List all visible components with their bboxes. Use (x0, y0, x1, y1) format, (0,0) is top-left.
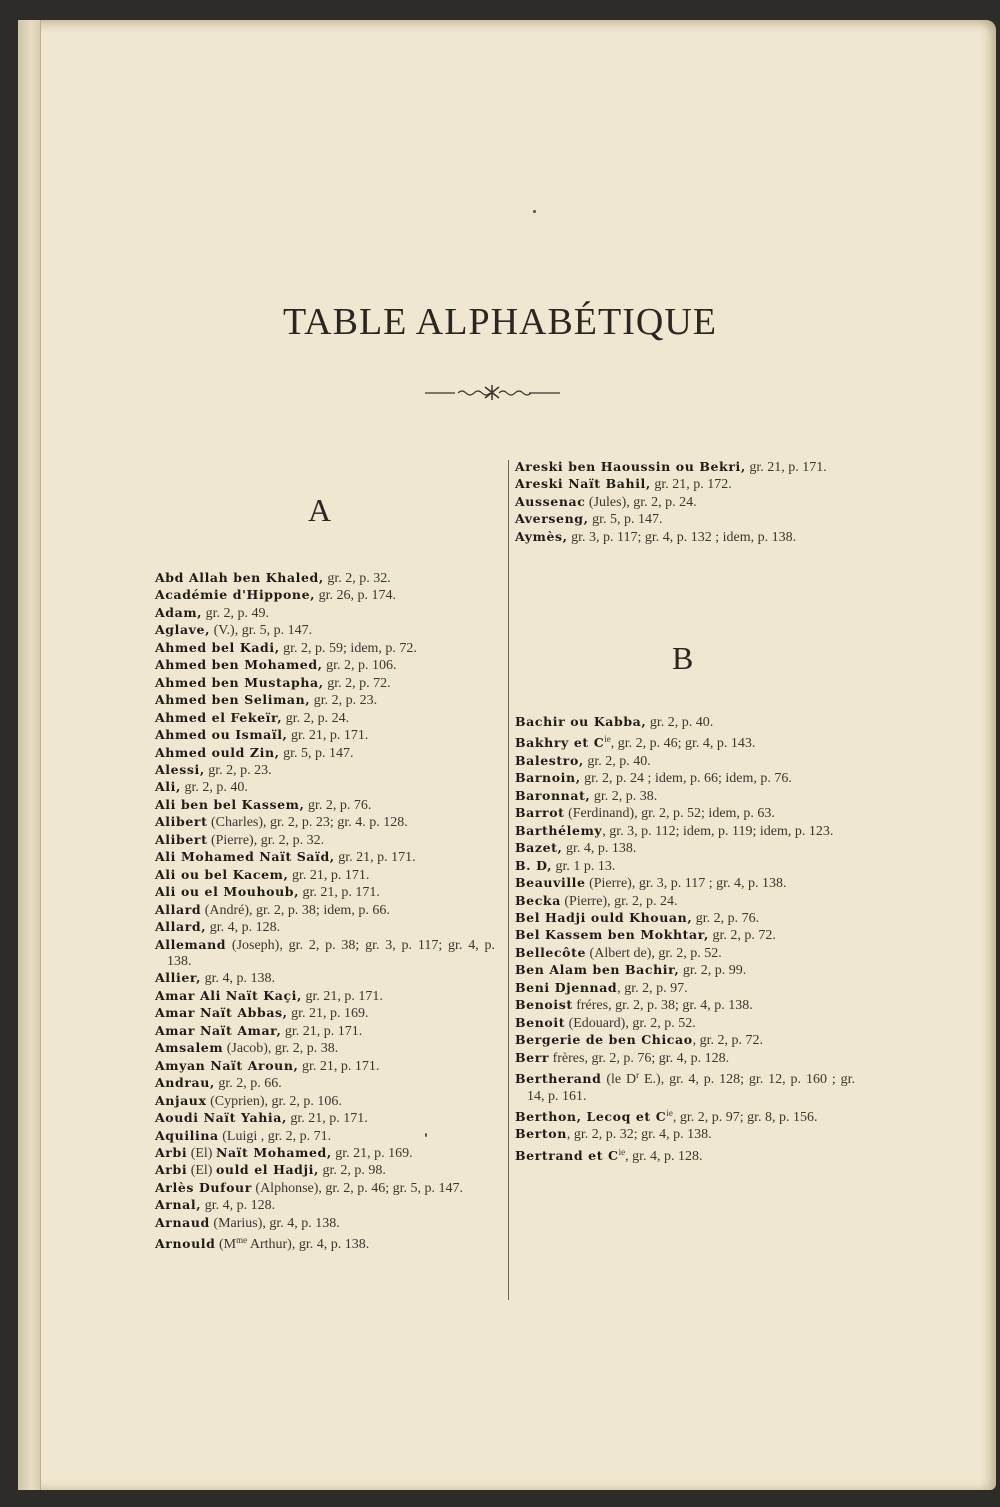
entry-name: Anjaux (155, 1092, 207, 1108)
entry-reference: gr. 2, p. 72. (708, 928, 776, 944)
index-entry (155, 1005, 495, 1022)
index-entry (515, 529, 855, 546)
index-entry (155, 1232, 495, 1253)
entry-superscript: r (636, 1070, 640, 1081)
entry-reference: gr. 4, p. 138. (562, 841, 637, 857)
entry-name: Bertrand et C (515, 1147, 619, 1163)
entry-reference: gr. 2, p. 40. (180, 780, 248, 796)
page-title: TABLE ALPHABÉTIQUE (283, 301, 717, 343)
index-entry (155, 1093, 495, 1110)
entry-name: Becka (515, 892, 561, 908)
entry-reference: gr. 21, p. 171. (334, 850, 416, 866)
entry-reference: gr. 21, p. 171. (286, 1111, 368, 1127)
entry-superscript: ie (666, 1107, 673, 1118)
entry-name: Arnal, (155, 1197, 202, 1213)
entry-name: Bel Kassem ben Mokhtar, (515, 927, 709, 943)
index-entry (155, 570, 495, 587)
entry-superscript: ie (604, 734, 611, 745)
entry-reference: gr. 2, p. 72. (323, 675, 391, 691)
entry-name: Amar Ali Naït Kaçi, (155, 987, 302, 1003)
section-letter-b: B (672, 640, 694, 676)
entry-name: Amsalem (155, 1040, 224, 1056)
index-entry (155, 745, 495, 762)
ornament-divider (425, 382, 560, 402)
entry-name: Benoist (515, 997, 573, 1013)
index-entry (155, 1110, 495, 1127)
index-entry (155, 692, 495, 709)
index-entry (515, 770, 855, 787)
index-entry (515, 910, 855, 927)
entry-reference: gr. 21, p. 171. (301, 988, 383, 1004)
entry-name: Abd Allah ben Khaled, (155, 570, 324, 585)
entry-reference: (Luigi , gr. 2, p. 71. (218, 1128, 332, 1144)
entry-name: Bazet, (515, 840, 563, 856)
index-entry (155, 587, 495, 604)
entry-reference: (M (215, 1237, 237, 1253)
entry-reference: gr. 5, p. 147. (279, 745, 354, 761)
entry-reference: gr. 2, p. 23. (310, 693, 378, 709)
entry-name: Barthélemy (515, 822, 603, 838)
entry-name: Ahmed bel Kadi, (155, 639, 280, 655)
entry-name: Bergerie de ben Chicao (515, 1032, 693, 1048)
index-entry (155, 1180, 495, 1197)
entry-name: Arbi (155, 1162, 188, 1178)
index-entry (515, 840, 855, 857)
index-entry (515, 980, 855, 997)
index-entry (515, 476, 855, 493)
entry-reference: , gr. 2, p. 72. (692, 1033, 764, 1049)
entry-name: Benoit (515, 1014, 566, 1030)
entry-name: Ahmed el Fekeïr, (155, 709, 283, 725)
entry-reference: gr. 2, p. 98. (318, 1163, 386, 1179)
index-entry (155, 605, 495, 622)
index-column-right-a (515, 459, 855, 546)
index-entry (515, 511, 855, 528)
index-entry (155, 902, 495, 919)
entry-reference: gr. 2, p. 66. (214, 1076, 282, 1092)
index-entry (155, 867, 495, 884)
entry-reference: (Charles), gr. 2, p. 23; gr. 4. p. 128. (207, 815, 408, 831)
index-entry (515, 927, 855, 944)
index-entry (155, 1145, 495, 1162)
entry-name: Arbi (155, 1144, 188, 1160)
entry-name: Beni Djennad (515, 979, 618, 995)
index-entry (155, 1128, 495, 1145)
entry-name: Alibert (155, 814, 208, 830)
entry-reference: gr. 1 p. 13. (552, 858, 616, 874)
entry-reference: gr. 21, p. 172. (650, 477, 732, 493)
entry-reference: gr. 4, p. 128. (201, 1198, 276, 1214)
entry-reference: , gr. 4, p. 128. (625, 1148, 703, 1164)
entry-reference: frères, gr. 2, p. 76; gr. 4, p. 128. (549, 1050, 730, 1066)
entry-reference: gr. 21, p. 169. (287, 1006, 369, 1022)
index-column-right-b (515, 714, 855, 1165)
entry-reference: , gr. 3, p. 112; idem, p. 119; idem, p. 123. (602, 823, 834, 839)
index-entry (515, 459, 855, 476)
entry-reference: gr. 21, p. 171. (281, 1023, 363, 1039)
entry-name: Adam, (155, 604, 203, 620)
index-entry (155, 988, 495, 1005)
entry-reference: gr. 21, p. 171. (298, 1058, 380, 1074)
entry-name: Areski Naït Bahil, (515, 476, 651, 492)
entry-reference: Arthur), gr. 4, p. 138. (247, 1237, 370, 1253)
entry-reference: (Alphonse), gr. 2, p. 46; gr. 5, p. 147. (251, 1180, 464, 1196)
entry-reference: , gr. 2, p. 46; gr. 4, p. 143. (610, 736, 756, 752)
entry-name: Ali ben bel Kassem, (155, 796, 305, 812)
entry-reference: gr. 2, p. 106. (322, 658, 397, 674)
entry-name: Arlès Dufour (155, 1179, 252, 1195)
entry-reference: (Pierre), gr. 3, p. 117 ; gr. 4, p. 138. (585, 876, 787, 892)
index-entry (155, 622, 495, 639)
entry-superscript: ie (618, 1146, 626, 1157)
entry-reference: (Cyprien), gr. 2, p. 106. (206, 1093, 342, 1109)
index-entry (155, 1197, 495, 1214)
entry-reference: gr. 2, p. 76. (692, 910, 760, 926)
index-entry (155, 779, 495, 796)
entry-name: Averseng, (515, 511, 589, 527)
page-gutter (18, 20, 41, 1490)
entry-name: Amyan Naït Aroun, (155, 1057, 299, 1073)
entry-reference: gr. 2, p. 76. (304, 797, 372, 813)
index-entry (515, 1144, 855, 1165)
entry-reference: gr. 5, p. 147. (588, 512, 663, 528)
entry-reference: gr. 2, p. 23. (204, 762, 272, 778)
entry-reference: gr. 2, p. 40. (583, 753, 651, 769)
entry-name: Allier, (155, 970, 202, 986)
entry-reference: fréres, gr. 2, p. 38; gr. 4, p. 138. (572, 998, 753, 1014)
entry-reference: (Pierre), gr. 2, p. 24. (560, 893, 678, 909)
column-divider (508, 460, 509, 1300)
entry-name: Aymès, (515, 528, 568, 544)
entry-name: Bertherand (515, 1071, 602, 1087)
index-entry (155, 849, 495, 866)
entry-reference: , gr. 2, p. 32; gr. 4, p. 138. (566, 1127, 712, 1143)
index-entry (155, 1075, 495, 1092)
entry-name: Allard (155, 901, 202, 917)
entry-reference: (Joseph), gr. 2, p. 38; gr. 3, p. 117; gr. 4, p. 138. (167, 937, 495, 969)
entry-reference: (Edouard), gr. 2, p. 52. (565, 1015, 696, 1031)
index-entry (155, 657, 495, 674)
entry-reference: (Jules), gr. 2, p. 24. (585, 494, 697, 510)
entry-reference: gr. 2, p. 49. (202, 605, 270, 621)
index-entry (515, 997, 855, 1014)
index-entry (155, 970, 495, 987)
entry-name: Allard, (155, 919, 207, 935)
index-entry (515, 731, 855, 752)
entry-reference: gr. 3, p. 117; gr. 4, p. 132 ; idem, p. 138. (567, 529, 797, 545)
index-entry (515, 494, 855, 511)
entry-name: Académie d'Hippone, (155, 587, 316, 603)
entry-name: Bachir ou Kabba, (515, 714, 647, 729)
entry-reference: (El) (187, 1145, 216, 1161)
speck (533, 210, 536, 213)
index-entry (155, 1023, 495, 1040)
entry-name: Amar Naït Abbas, (155, 1005, 288, 1021)
entry-name: Bellecôte (515, 944, 587, 960)
entry-reference: (El) (187, 1163, 216, 1179)
index-entry (515, 1050, 855, 1067)
entry-reference: (Marius), gr. 4, p. 138. (209, 1215, 340, 1231)
entry-name: Balestro, (515, 752, 584, 768)
entry-name: Areski ben Haoussin ou Bekri, (515, 459, 746, 474)
entry-reference: gr. 4, p. 128. (206, 920, 281, 936)
entry-name: Ali Mohamed Naït Saïd, (155, 849, 335, 865)
index-entry (155, 1040, 495, 1057)
entry-reference: gr. 21, p. 171. (745, 460, 827, 475)
entry-name: B. D, (515, 857, 553, 873)
entry-reference: (Pierre), gr. 2, p. 32. (207, 832, 325, 848)
entry-name: Aussenac (515, 493, 586, 509)
index-entry (515, 875, 855, 892)
entry-reference: , gr. 2, p. 97; gr. 8, p. 156. (672, 1109, 818, 1125)
entry-reference: gr. 2, p. 24 ; idem, p. 66; idem, p. 76. (580, 771, 792, 787)
entry-reference: (André), gr. 2, p. 38; idem, p. 66. (201, 902, 390, 918)
entry-name: Bakhry et C (515, 735, 605, 751)
index-entry (515, 805, 855, 822)
entry-reference: gr. 2, p. 59; idem, p. 72. (279, 640, 417, 656)
index-entry (155, 814, 495, 831)
index-entry (515, 858, 855, 875)
entry-name: Naït Mohamed, (215, 1144, 332, 1160)
index-entry (155, 884, 495, 901)
entry-reference: gr. 21, p. 169. (331, 1145, 413, 1161)
entry-name: Andrau, (155, 1075, 215, 1091)
entry-reference: (V.), gr. 5, p. 147. (210, 623, 313, 639)
entry-reference: gr. 2, p. 32. (323, 571, 391, 586)
entry-reference: gr. 21, p. 171. (299, 885, 380, 901)
index-entry (155, 832, 495, 849)
entry-reference: gr. 2, p. 38. (590, 788, 658, 804)
index-column-left (155, 570, 495, 1254)
entry-name: Aquilina (155, 1127, 219, 1143)
index-entry (515, 823, 855, 840)
entry-name: Arnould (155, 1236, 216, 1252)
index-entry (155, 675, 495, 692)
index-entry (515, 1105, 855, 1126)
entry-name: Ahmed ben Mohamed, (155, 657, 323, 673)
entry-name: Ahmed ben Seliman, (155, 692, 311, 708)
entry-superscript: me (236, 1235, 248, 1246)
entry-name: Ben Alam ben Bachir, (515, 962, 680, 978)
entry-name: Barrot (515, 805, 565, 821)
entry-reference: (le D (601, 1072, 637, 1088)
entry-reference: gr. 2, p. 24. (282, 710, 350, 726)
index-entry (515, 893, 855, 910)
entry-reference: (Ferdinand), gr. 2, p. 52; idem, p. 63. (564, 806, 775, 822)
entry-name: Alessi, (155, 761, 205, 777)
index-entry (515, 788, 855, 805)
entry-name: Amar Naït Amar, (155, 1022, 282, 1038)
index-entry (515, 1015, 855, 1032)
entry-name: Baronnat, (515, 787, 591, 803)
entry-name: ould el Hadji, (215, 1162, 319, 1178)
entry-name: Aoudi Naït Yahia, (155, 1110, 287, 1126)
index-entry (155, 937, 495, 971)
speck (425, 1133, 427, 1137)
entry-name: Berr (515, 1049, 550, 1065)
section-letter-a: A (308, 492, 332, 528)
entry-reference: gr. 26, p. 174. (315, 588, 397, 604)
entry-reference: gr. 2, p. 40. (646, 715, 714, 730)
entry-name: Berton (515, 1126, 567, 1142)
index-entry (515, 1032, 855, 1049)
index-entry (515, 714, 855, 731)
index-entry (515, 962, 855, 979)
entry-reference: gr. 21, p. 171. (288, 867, 370, 883)
entry-name: Ahmed ben Mustapha, (155, 674, 324, 690)
index-entry (515, 945, 855, 962)
index-entry (155, 710, 495, 727)
entry-name: Ahmed ould Zin, (155, 744, 280, 760)
entry-name: Ali, (155, 779, 181, 795)
entry-reference: E.), gr. 4, p. 128; gr. 12, p. 160 ; gr. 14, p. 161. (527, 1072, 855, 1104)
entry-name: Berthon, Lecoq et C (515, 1108, 667, 1124)
index-entry (515, 753, 855, 770)
entry-name: Arnaud (155, 1214, 210, 1230)
index-entry (155, 1215, 495, 1232)
entry-reference: gr. 2, p. 99. (679, 963, 747, 979)
index-entry (155, 727, 495, 744)
entry-name: Barnoin, (515, 770, 581, 786)
entry-name: Bel Hadji ould Khouan, (515, 909, 693, 925)
index-entry (155, 1162, 495, 1179)
index-entry (155, 1058, 495, 1075)
entry-name: Aglave, (155, 622, 211, 638)
index-entry (155, 797, 495, 814)
entry-reference: , gr. 2, p. 97. (617, 980, 688, 996)
index-entry (155, 762, 495, 779)
entry-name: Allemand (155, 936, 227, 952)
entry-name: Ahmed ou Ismaïl, (155, 727, 288, 743)
index-entry (515, 1126, 855, 1143)
entry-reference: (Jacob), gr. 2, p. 38. (223, 1041, 339, 1057)
entry-reference: gr. 21, p. 171. (287, 728, 369, 744)
index-entry (155, 640, 495, 657)
entry-name: Ali ou el Mouhoub, (155, 884, 300, 900)
index-entry (515, 1067, 855, 1105)
entry-name: Ali ou bel Kacem, (155, 866, 289, 882)
entry-name: Beauville (515, 875, 586, 891)
entry-reference: gr. 4, p. 138. (201, 971, 276, 987)
index-entry (155, 919, 495, 936)
entry-reference: (Albert de), gr. 2, p. 52. (586, 945, 722, 961)
entry-name: Alibert (155, 831, 208, 847)
